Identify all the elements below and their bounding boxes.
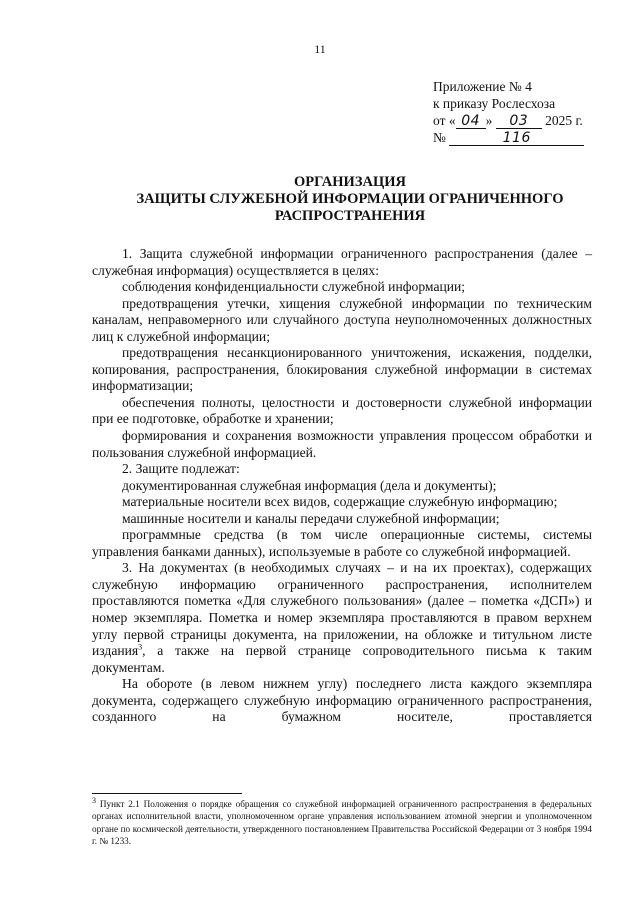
- date-prefix: от «: [433, 113, 456, 128]
- footnote-marker: 3: [92, 795, 96, 805]
- title-line-1: ОРГАНИЗАЦИЯ: [294, 174, 406, 190]
- paragraph: обеспечения полноты, целостности и достоверности служебной информации при ее подготовке, обработке и хранении;: [92, 394, 592, 427]
- footnote-divider: [92, 793, 242, 794]
- paragraph: предотвращения несанкционированного уничтожения, искажения, подделки, копирования, распространения, блокирования служебной информации в системах информатизации;: [92, 345, 592, 394]
- paragraph: предотвращения утечки, хищения служебной информации по техническим каналам, неправомерного или случайного доступа неуполномоченных должностных лиц к служебной информации;: [92, 295, 592, 344]
- paragraph-text: 3. На документах (в необходимых случаях – и на их проектах), содержащих служебную информацию ограниченного распространения, исполнителем проставляются пометка «Для служебного пользования» (далее – пометка «ДСП») и номер экземпляра. Пометка и номер экземпляра проставляются в правом верхнем углу первой страницы документа, на приложении, на обложке и титульном листе издания: [92, 560, 592, 659]
- appendix-date: [433, 112, 608, 129]
- paragraph: формирования и сохранения возможности управления процессом обработки и пользования служебной информацией.: [92, 428, 592, 460]
- title-line-3: РАСПРОСТРАНЕНИЯ: [274, 208, 426, 224]
- document-body: [92, 246, 592, 726]
- paragraph: машинные носители и каналы передачи служебной информации;: [122, 510, 500, 526]
- date-mid: »: [485, 113, 493, 128]
- paragraph-text: , а также на первой странице сопроводительного письма к таким документам.: [92, 643, 592, 675]
- footnote-text: Пункт 2.1 Положения о порядке обращения со служебной информацией ограниченного распространения в федеральных органах исполнительной власти, уполномоченном органе управления использованием атомной энергии и уполномоченном органе по космической деятельности, утвержденного постановлением Правительства Российской Федерации от 3 ноября 1994 г. № 1233.: [92, 799, 592, 846]
- number-prefix: №: [433, 130, 446, 145]
- footnote: [92, 795, 592, 847]
- appendix-number: [433, 129, 608, 146]
- paragraph: документированная служебная информация (дела и документы);: [122, 477, 497, 493]
- title-line-2: ЗАЩИТЫ СЛУЖЕБНОЙ ИНФОРМАЦИИ ОГРАНИЧЕННОГО: [136, 191, 564, 207]
- paragraph: На обороте (в левом нижнем углу) последнего листа каждого экземпляра документа, содержащего служебную информацию ограниченного распространения, созданного на бумажном носителе, проставляется: [92, 676, 592, 725]
- appendix-line-2: к приказу Рослесхоза: [433, 96, 556, 111]
- paragraph: соблюдения конфиденциальности служебной информации;: [122, 279, 466, 295]
- page-number: 11: [314, 42, 326, 56]
- paragraph: 1. Защита служебной информации ограниченного распространения (далее – служебная информация) осуществляется в целях:: [92, 246, 592, 278]
- paragraph: 2. Защите подлежат:: [122, 461, 240, 477]
- paragraph: материальные носители всех видов, содержащие служебную информацию;: [122, 494, 558, 510]
- date-year: 2025 г.: [545, 113, 583, 128]
- number-value-handwritten: 116: [449, 132, 584, 146]
- appendix-header: [433, 78, 608, 146]
- date-day-handwritten: 04: [456, 115, 486, 129]
- paragraph: программные средства (в том числе операционные системы, системы управления банками данных), используемые в работе со служебной информацией.: [92, 527, 592, 559]
- appendix-line-1: Приложение № 4: [433, 79, 532, 94]
- date-month-handwritten: 03: [496, 115, 542, 129]
- footnote-reference: 3: [138, 642, 143, 652]
- paragraph: [92, 560, 592, 676]
- document-title: [60, 174, 640, 225]
